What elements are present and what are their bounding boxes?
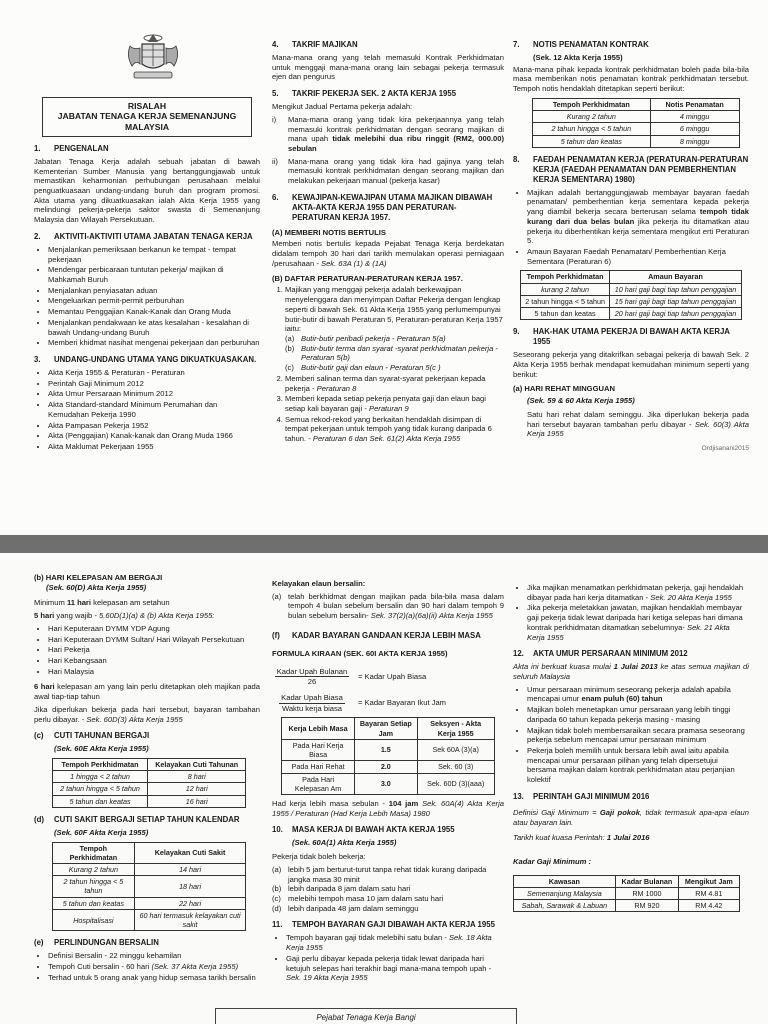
list-item: 4. Semua rekod-rekod yang berkaitan hendaklah disimpan di tempat pekerjaan untuk tempoh yang tidak kurang daripada 6 tahun. - Peraturan 6 dan Sek. 61(2) Akta Kerja 1955 [285,415,504,444]
list-item: • Definisi Bersalin - 22 minggu kehamilan [48,951,260,961]
list-item: • Majikan adalah bertanggungjawab membayar bayaran faedah penamatan/ pemberhentian kerja sementara kepada pekerja yang diambil bekerja secara berterusan selama tempoh tidak kurang dari dua belas bulan jika pekerja itu ditamatkan atau pekerja itu diberhentikan kerja sementara mengikut erti Peraturan 5. [527,188,749,246]
maternity-eligibility-heading: Kelayakan elaun bersalin: [272,579,366,588]
list-item: • Mengeluarkan permit-permit perburuhan [48,296,260,306]
table-row: 2 tahun hingga < 5 tahun 15 hari gaji bagi tiap tahun penggajian [521,295,742,307]
list-item: (d) lebih daripada 48 jam dalam seminggu [272,903,419,913]
section-7-text: Mana-mana pihak kepada kontrak perkhidmatan boleh pada bila-bila masa memberikan notis penamatan kontrak perkhidmatan tersebut. Tempoh notis hendaklah ditetapkan seperti berikut: [513,64,749,94]
section-4-heading: 4. TAKRIF MAJIKAN [272,40,358,49]
list-item: • Amaun Bayaran Faedah Penamatan/ Pemberhentian Kerja Sementara (Peraturan 6) [527,247,749,266]
section-1-heading: 1. PENGENALAN [34,143,109,153]
table-row: Semenanjung Malaysia RM 1000 RM 4.81 [514,887,740,899]
maternity-list [34,951,260,982]
section-7-subtitle: (Sek. 12 Akta Kerja 1955) [533,52,623,62]
signature-mark: Ordjisanani2015 [701,444,749,452]
list-item: • Tempoh Cuti bersalin - 60 hari (Sek. 37 Akta Kerja 1955) [48,962,260,972]
leaflet-title-box [42,97,252,137]
section-9a-heading: (a) HARI REHAT MINGGUAN [513,384,615,394]
section-11-list [272,933,504,983]
table-row: Pada Hari Rehat 2.0 Sek. 60 (3) [282,761,494,773]
section-5-intro: Mengikut Jadual Pertama pekerja adalah: [272,102,413,112]
sub-item: (a) Butir-butir peribadi pekerja - Peraturan 5(a) [285,333,446,343]
list-item: • Hari Keputeraan DYMM YDP Agung [48,624,260,634]
section-5-heading: 5. TAKRIF PEKERJA SEK. 2 AKTA KERJA 1955 [272,89,457,99]
overtime-rate-table: Kerja Lebih Masa Bayaran Setiap Jam Seksyen - Akta Kerja 1955 Pada Hari Kerja Biasa 1.5 Sek 60A (3)(a) Pada Hari Rehat 2.0 Sek. 60 (3) Pada Hari Kelepasan Am 3.0 Sek. 60D (3)(aaa) [281,717,494,795]
list-item: • Majikan boleh menetapkan umur persaraan yang lebih tinggi daripada 60 tahun kepada pekerja masing - masing [527,705,749,724]
section-9d-subtitle: (Sek. 60F Akta Kerja 1955) [54,827,149,837]
column-5 [272,579,504,986]
section-10-heading: 10. MASA KERJA DI BAWAH AKTA KERJA 1955 [272,825,455,835]
section-12-heading: 12. AKTA UMUR PERSARAAN MINIMUM 2012 [513,649,688,659]
holiday-minimum: Minimum 11 hari kelepasan am setahun [34,598,170,608]
list-item: 3. Memberi kepada setiap pekerja penyata gaji dan elaun bagi setiap kali bayaran gaji - Peraturan 9 [285,394,504,413]
list-item: • Jika pekerja meletakkan jawatan, majikan hendaklah membayar gaji pekerja tidak lewat daripada hari ketiga selepas hari dimana kontrak perkhidmatan ditamatkan sebelumnya- Sek. 21 Akta Kerja 1955 [527,603,749,642]
column-3 [513,40,749,453]
section-5-item-ii: ii) Mana-mana orang yang tidak kira had gajinya yang telah memasuki kontrak perkhidmatan dengan seorang majikan dan melakukan pekerjaan manual (pekerja kasar) [272,156,504,186]
table-row: 5 tahun dan keatas 8 minggu [532,135,739,147]
section-6-heading: 6. KEWAJIPAN-KEWAJIPAN UTAMA MAJIKAN DIBAWAH AKTA-AKTA KERJA 1955 DAN PERATURAN-PERATURAN KERJA 1957. [272,192,493,222]
wage-payment-list [513,583,749,642]
overtime-limit: Had kerja lebih masa sebulan - 104 jam Sek. 60A(4) Akta Kerja 1955 / Peraturan (Had Kerja Lebih Masa) 1980 [272,798,504,818]
section-9-heading: 9. HAK-HAK UTAMA PEKERJA DI BAWAH AKTA KERJA 1955 [513,327,730,347]
list-item: • Hari Pekerja [48,645,260,655]
list-item: (b) lebih daripada 8 jam dalam satu hari [272,884,411,894]
list-item: 1. Majikan yang menggaji pekerja adalah berkewajipan menyelenggara dan menyimpan Daftar Pekerja dengan lengkap seperti di bawah Sek. 61 Akta Kerja 1955 yang perlumempunyai butir-butir di bawah Peraturan 5, Peraturan-peraturan Kerja 1957 iaitu: (a) Butir-butir peribadi pekerja - Peraturan 5(a) (b) Butir-butir terma dan syarat -syarat perkhidmatan pekerja - Peraturan 5(b) (c) Butir-butir gaji dan elaun - Peraturan 5(c ) [285,285,504,372]
holiday-extra-pay: Jika diperlukan bekerja pada hari tersebut, bayaran tambahan perlu dibayar. - Sek. 60D(3) Akta Kerja 1955 [34,704,260,724]
column-4 [34,573,260,985]
list-item: • Majikan tidak boleh membersaraikan secara pramasa seseorang pekerja sebelum mencapai umur persaraan minimum [527,726,749,745]
minimum-wage-rate-heading: Kadar Gaji Minimum : [513,857,592,867]
list-item: • Akta Umur Persaraan Minimum 2012 [48,389,260,399]
table-row: 2 tahun hingga < 5 tahun 18 hari [53,876,246,897]
section-10-intro: Pekerja tidak boleh bekerja: [272,852,366,862]
section-5-item-i: i) Mana-mana orang yang tidak kira pekerjaannya yang telah memasuki kontrak perkhidmatan dengan seorang majikan di mana upah tidak melebihi dua ribu ringgit (RM2, 000.00) sebulan [272,114,505,153]
section-9-text: Seseorang pekerja yang ditakrifkan sebagai pekerja di bawah Sek. 2 Akta Kerja 1955 berhak mendapat kemudahan minimum seperti yang berikut: [513,350,749,379]
coat-of-arms-icon [122,30,184,82]
section-4-text: Mana-mana orang yang telah memasuki Kontrak Perkhidmatan untuk menggaji mana-mana orang lain sebagai pekerja termasuk ejen dan pengurus [272,52,504,82]
sub-item: (c) Butir-butir gaji dan elaun - Peraturan 5(c ) [285,363,441,373]
list-item: • Menjalankan penyiasatan aduan [48,286,260,296]
list-item: • Akta Pampasan Pekerja 1952 [48,421,260,431]
section-11-heading: 11. TEMPOH BAYARAN GAJI DIBAWAH AKTA KERJA 1955 [272,920,495,930]
section-9c-subtitle: (Sek. 60E Akta Kerja 1955) [54,744,149,754]
section-6b-list [272,285,504,444]
formula-daily-rate: $\frac{\text{Kadar Upah Bulanan}}{26}$ = Kadar Upah Biasa [276,666,427,687]
list-item: • Hari Malaysia [48,667,260,677]
section-9b-subtitle: (Sek. 60(D) Akta Kerja 1955) [46,582,147,592]
section-6a-text: Memberi notis bertulis kepada Pejabat Tenaga Kerja berdekatan didalam tempoh 30 hari dari tarikh memulakan operasi perniagaan /perusahaan - Sek. 63A (1) & (1A) [272,239,504,268]
list-item: • Hari Kebangsaan [48,656,260,666]
minimum-wage-effective-date: Tarikh kuat kuasa Perintah: 1 Julai 2016 [513,833,650,843]
leaflet-inside [0,553,768,1024]
leaflet-title-department: JABATAN TENAGA KERJA SEMENANJUNG [57,111,237,122]
column-6 [513,581,749,916]
table-row: Sabah, Sarawak & Labuan RM 920 RM 4.42 [514,900,740,912]
sick-leave-table: Tempoh Perkhidmatan Kelayakan Cuti Sakit Kurang 2 tahun 14 hari 2 tahun hingga < 5 tahun 18 hari 5 tahun dan keatas 22 hari Hospitalisasi 60 hari termasuk kelayakan cuti sakit [52,842,246,932]
list-item: • Pekerja boleh memilih untuk bersara lebih awal iaitu apabila mencapai umur persaraan pilihan yang telah dipersetujui bersama majikan dalam kontrak perkhidmatan atau perjanjian kolektif [527,746,749,785]
sub-item: (b) Butir-butir terma dan syarat -syarat perkhidmatan pekerja - Peraturan 5(b) [285,343,498,363]
section-2-list [34,245,260,348]
annual-leave-table: Tempoh Perkhidmatan Kelayakan Cuti Tahunan 1 hingga < 2 tahun 8 hari 2 tahun hingga < 5 tahun 12 hari 5 tahun dan keatas 16 hari [52,758,246,808]
formula-heading: FORMULA KIRAAN (SEK. 60I AKTA KERJA 1955) [272,648,448,658]
table-row: 1 hingga < 2 tahun 8 hari [53,771,246,783]
section-2-heading: 2. AKTIVITI-AKTIVITI UTAMA JABATAN TENAGA KERJA [34,231,253,241]
table-row: 5 tahun dan keatas 22 hari [53,897,246,909]
column-2 [272,40,504,447]
list-item: • Terhad untuk 5 orang anak yang hidup semasa tarikh bersalin [48,973,260,983]
page-fold-divider [0,535,768,553]
list-item: • Mendengar perbicaraan tuntutan pekerja/ majikan di Mahkamah Buruh [48,265,260,284]
section-9b-heading: (b) HARI KELEPASAN AM BERGAJI [34,573,163,582]
list-item: • Jika majikan menamatkan perkhidmatan pekerja, gaji hendaklah dibayar pada hari kerja ditamatkan - Sek. 20 Akta Kerja 1955 [527,583,749,602]
table-row: Kurang 2 tahun 4 minggu [532,111,739,123]
table-row: kurang 2 tahun 10 hari gaji bagi tiap tahun penggajian [521,283,742,295]
list-item: • Perintah Gaji Minimum 2012 [48,379,260,389]
column-1 [34,28,260,455]
list-item: • Tempoh bayaran gaji tidak melebihi satu bulan - Sek. 18 Akta Kerja 1955 [286,933,504,952]
holiday-list [34,624,260,677]
table-row: 2 tahun hingga < 5 tahun 6 minggu [532,123,739,135]
table-row: Kurang 2 tahun 14 hari [53,864,246,876]
table-row: Hospitalisasi 60 hari termasuk kelayakan cuti sakit [53,909,246,930]
section-9f-heading: (f) KADAR BAYARAN GANDAAN KERJA LEBIH MASA [272,630,481,640]
notice-period-table: Tempoh Perkhidmatan Notis Penamatan Kurang 2 tahun 4 minggu 2 tahun hingga < 5 tahun 6 minggu 5 tahun dan keatas 8 minggu [532,98,740,148]
list-item: • Gaji perlu dibayar kepada pekerja tidak lewat daripada hari ketujuh selepas hari terakhir bagi mana-mana tempoh upah - Sek. 19 Akta Kerja 1955 [286,954,504,983]
maternity-eligibility-item: (a) telah berkhidmat dengan majikan pada bila-bila masa dalam tempoh 4 bulan sebelum bersalin dan 90 hari dalam tempoh 9 bulan sebelum bersalin- Sek. 37(2)(a)(6a)(ii) Akta Kerja 1955 [272,591,504,621]
termination-benefit-table: Tempoh Perkhidmatan Amaun Bayaran kurang 2 tahun 10 hari gaji bagi tiap tahun penggajian 2 tahun hingga < 5 tahun 15 hari gaji bagi tiap tahun penggajian 5 tahun dan keatas 20 hari gaji bagi tiap tahun penggajian [520,270,742,320]
list-item: (c) melebihi tempoh masa 10 jam dalam satu hari [272,893,444,903]
section-8-heading: 8. FAEDAH PENAMATAN KERJA (PERATURAN-PERATURAN KERJA (FAEDAH PENAMATAN DAN PEMBERHENTIAN KERJA SEMENTARA) 1980) [513,154,749,184]
list-item: • Umur persaraan minimum seseorang pekerja adalah apabila mencapai umur enam puluh (60) tahun [527,685,749,704]
list-item: 2. Memberi salinan terma dan syarat-syarat pekerjaan kepada pekerja - Peraturan 8 [285,374,504,393]
table-row: 2 tahun hingga < 5 tahun 12 hari [53,783,246,795]
leaflet-title: RISALAH [127,100,167,111]
mandatory-holidays: 5 hari yang wajib - 5.60D(1)(a) & (b) Akta Kerja 1955: [34,611,215,621]
table-row: Pada Hari Kerja Biasa 1.5 Sek 60A (3)(a) [282,739,494,760]
list-item: • Menjalankan pemeriksaan berkanun ke tempat - tempat pekerjaan [48,245,260,264]
list-item: (a) lebih 5 jam berturut-turut tanpa rehat tidak kurang daripada jangka masa 30 minit [272,864,487,884]
section-12-list [513,685,749,785]
section-9a-text: Satu hari rehat dalam seminggu. Jika diperlukan bekerja pada hari tersebut bayaran tambahan perlu dibayar - Sek. 60(3) Akta Kerja 1955 [527,409,749,439]
list-item: • Akta Maklumat Pekerjaan 1955 [48,442,260,452]
list-item: • Memantau Penggajian Kanak-Kanak dan Orang Muda [48,307,260,317]
minimum-wage-definition: Definisi Gaji Minimum = Gaji pokok, tidak termasuk apa-apa elaun atau bayaran lain. [513,807,749,827]
section-6b-heading: (B) DAFTAR PERATURAN-PERATURAN KERJA 1957. [272,273,463,283]
section-6a-heading: (A) MEMBERI NOTIS BERTULIS [272,227,386,237]
formula-hourly-rate: $\frac{\text{Kadar Upah Biasa}}{\text{Waktu kerja biasa}}$ = Kadar Bayaran Ikut Jam [281,693,447,713]
office-name-box: Pejabat Tenaga Kerja Bangi [215,1008,517,1024]
section-3-list [34,368,260,452]
leaflet-title-region: MALAYSIA [124,122,170,133]
list-item: • Hari Keputeraan DYMM Sultan/ Hari Wilayah Persekutuan [48,635,260,645]
table-row: 5 tahun dan keatas 20 hari gaji bagi tiap tahun penggajian [521,308,742,320]
section-1-text: Jabatan Tenaga Kerja adalah sebuah jabatan di bawah Kementerian Sumber Manusia yang bertanggungjawab untuk memastikan keharmonian perhubungan perusahaan melalui penguatkuasaan undang-undang buruh dan program promosi. Akta utama yang dikuatkuasakan ialah Akta Kerja 1955 yang melindungi pekerja-pekerja saktor swasta di Semenanjung Malaysia dan Wilayah Persekutuan. [34,156,260,225]
table-row: Pada Hari Kelepasan Am 3.0 Sek. 60D (3)(aaa) [282,773,494,794]
list-item: • Menjalankan pendakwaan ke atas kesalahan - kesalahan di bawah Undang-undang Buruh [48,318,260,337]
list-item: • Akta Standard-standard Minimum Perumahan dan Kemudahan Pekerja 1990 [48,400,260,419]
section-8-list [513,188,749,267]
section-9d-heading: (d) CUTI SAKIT BERGAJI SETIAP TAHUN KALENDAR [34,814,240,824]
section-12-text: Akta ini berkuat kuasa mulai 1 Julai 2013 ke atas semua majikan di seluruh Malaysia [513,662,749,681]
section-10-subtitle: (Sek. 60A(1) Akta Kerja 1955) [292,838,397,848]
section-9a-subtitle: (Sek. 59 & 60 Akta Kerja 1955) [527,396,635,406]
section-7-heading: 7. NOTIS PENAMATAN KONTRAK [513,40,649,49]
minimum-wage-table: Kawasan Kadar Bulanan Mengikut Jam Semenanjung Malaysia RM 1000 RM 4.81 Sabah, Sarawak & Labuan RM 920 RM 4.42 [513,875,740,913]
other-holidays: 6 hari kelepasan am yang lain perlu ditetapkan oleh majikan pada awal tiap-tiap tahun [34,682,260,702]
section-13-heading: 13. PERINTAH GAJI MINIMUM 2016 [513,791,650,801]
section-9c-heading: (c) CUTI TAHUNAN BERGAJI [34,731,150,741]
list-item: • Akta (Penggajian) Kanak-kanak dan Orang Muda 1966 [48,431,260,441]
section-9e-heading: (e) PERLINDUNGAN BERSALIN [34,938,159,948]
section-3-heading: 3. UNDANG-UNDANG UTAMA YANG DIKUATKUASAKAN. [34,355,257,365]
list-item: • Akta Kerja 1955 & Peraturan - Peraturan [48,368,260,378]
list-item: • Memberi khidmat nasihat mengenai pekerjaan dan perburuhan [48,338,260,348]
table-row: 5 tahun dan keatas 16 hari [53,795,246,807]
